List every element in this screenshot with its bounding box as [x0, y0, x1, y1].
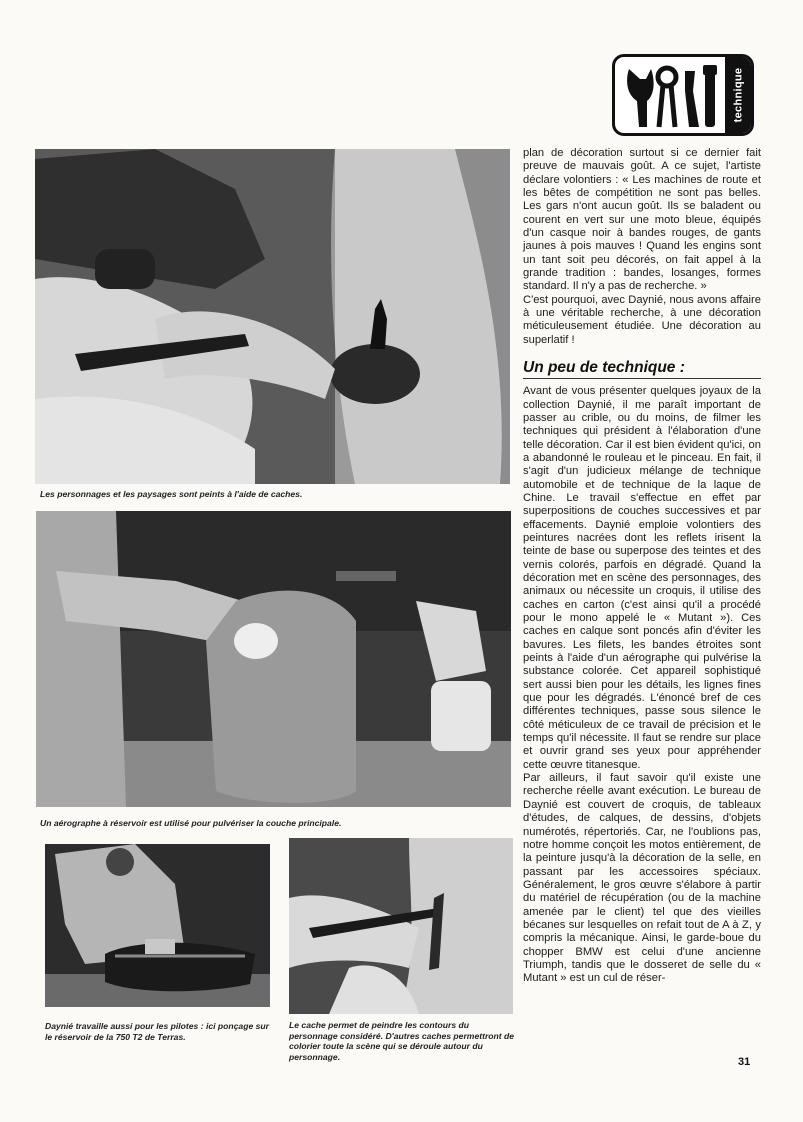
- caption-photo2: Un aérographe à réservoir est utilisé pour pulvériser la couche principale.: [40, 818, 342, 828]
- article-para4: Par ailleurs, il faut savoir qu'il existe une recherche réelle avant exécution. Le bureau de Daynié est couvert de croquis, de tableaux d'études, de calques, de dessins, d'objets numérotés, répertoriés. Car, ne l'oublions pas, notre homme conçoit les motos entièrement, de la peinture jusqu'à la décoration de la selle, en passant par les accessoires spéciaux. Généralement, le gros œuvre s'élabore à partir du matériel de récupération (ou de la machine amenée par le client) tel que des vieilles bécanes sur lesquelles on refait tout de A à Z, y compris la mécanique. Ainsi, le garde-boue du chopper BMW est celui d'une ancienne Triumph, tandis que le dosseret de selle du « Mutant » est un cul de réser-: [523, 772, 761, 985]
- section-heading: Un peu de technique :: [523, 359, 685, 377]
- article-para3: Avant de vous présenter quelques joyaux de la collection Daynié, il me paraît important de passer au crible, ou du moins, de filmer les techniques qui président à l'élaboration d'une telle décoration. Car il est bien évident qu'ici, on a abandonné le rouleau et le pinceau. En fait, il s'agit d'un judicieux mélange de technique automobile et de technique de la laque de Chine. Le travail s'effectue en effet par superpositions de couches successives et par effacements. Daynié emploie volontiers des peintures nacrées dont les reflets irisent la teinte de base ou superpose des teintes et des vernis colorés, parfois en dégradé. Quand la décoration met en scène des personnages, des animaux ou nécessite un croquis, il utilise des caches en carton (c'est ainsi qu'il a procédé pour le mono appelé le « Mutant »). Ces caches en calque sont poncés afin d'éviter les bavures. Les filets, les bandes étroites sont peints à l'aide d'un aérographe qui pulvérise la substance colorée. Cet appareil sophistiqué sert aussi bien pour les détails, les lignes fines que pour les dégradés. L'énoncé bref de ces différentes techniques, passe sous silence le côté méticuleux de ce travail de précision et le temps qu'il nécessite. Il faut se rendre sur place et ouvrir grand ses yeux pour appréhender cette œuvre titanesque.: [523, 385, 761, 771]
- heading-rule: [523, 378, 761, 379]
- photo-sanding-tank: [45, 844, 270, 1007]
- logo-text: [725, 57, 751, 133]
- caption-photo1: Les personnages et les paysages sont peints à l'aide de caches.: [40, 489, 303, 499]
- photo-airbrush-hands: [35, 149, 510, 484]
- photo-mask-figure: [289, 838, 513, 1014]
- photo-airbrush-tank: [36, 511, 511, 807]
- article-intro: plan de décoration surtout si ce dernier fait preuve de mauvais goût. A ce sujet, l'artiste déclare volontiers : « Les machines de route et les bêtes de compétition ne sont pas belles. Les gars n'ont aucun goût. Ils se baladent ou courent en vert sur une moto bleue, équipés d'un casque noir à bandes rouges, de gants jaunes à pois mauves ! Quand les engins sont un tant soit peu décorés, on fait appel à la grande tradition : bandes, losanges, formes standard. Il n'y a pas de recherche. »: [523, 147, 761, 293]
- article-para2: C'est pourquoi, avec Daynié, nous avons affaire à une véritable recherche, à une décoration méticuleusement étudiée. Une décoration au superlatif !: [523, 293, 761, 346]
- caption-photo4: Le cache permet de peindre les contours du personnage considéré. D'autres caches permettront de colorier toute la scène qui se déroule autour du personnage.: [289, 1020, 515, 1062]
- technique-logo: [612, 54, 754, 136]
- logo-label: technique: [732, 67, 744, 123]
- page-number: 31: [738, 1056, 751, 1068]
- caption-photo3: Daynié travaille aussi pour les pilotes : ici ponçage sur le réservoir de la 750 T2 de Terras.: [45, 1021, 269, 1042]
- tools-icon: [619, 61, 727, 131]
- article-column: [523, 147, 761, 986]
